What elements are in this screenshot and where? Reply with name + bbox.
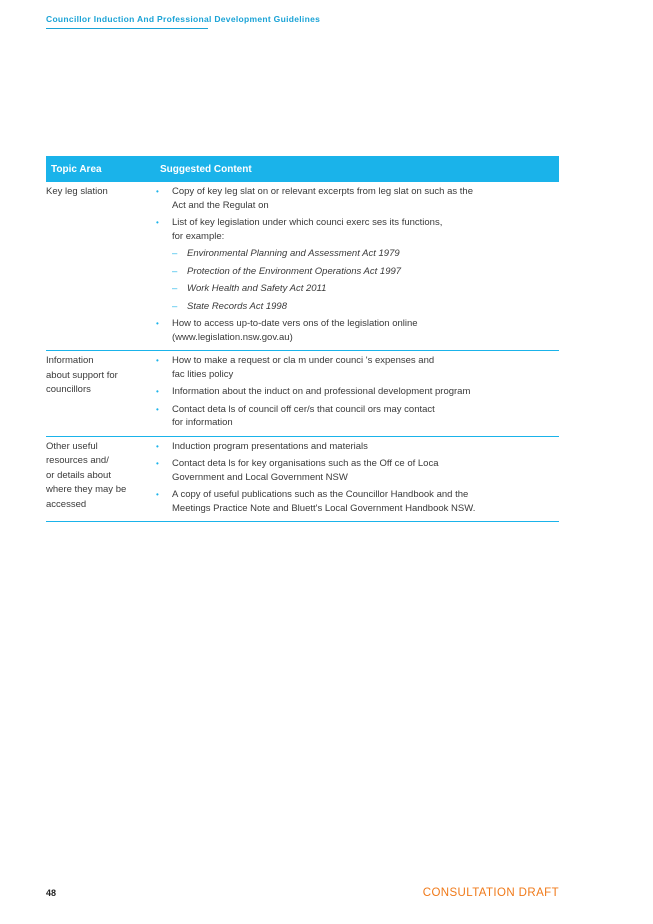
table-header xyxy=(46,156,559,182)
list-item: • Copy of key leg slat on or relevant excerpts from leg slat on such as the Act and the Regulat on xyxy=(156,185,559,212)
content-cell xyxy=(156,353,559,434)
list-item: • Induction program presentations and materials xyxy=(156,440,559,454)
list-item: • How to make a request or cla m under counci 's expenses and fac lities policy xyxy=(156,354,559,381)
content-cell xyxy=(156,184,559,348)
sub-list-item: – Environmental Planning and Assessment Act 1979 xyxy=(156,247,559,261)
table-row xyxy=(46,351,559,437)
table-row xyxy=(46,437,559,523)
list-item: • How to access up-to-date vers ons of the legislation online (www.legislation.nsw.gov.au) xyxy=(156,317,559,344)
topic-cell: Key leg slation xyxy=(46,186,108,197)
sub-list-item: – Protection of the Environment Operations Act 1997 xyxy=(156,265,559,279)
topic-cell: Information about support for councillors xyxy=(46,355,118,395)
consultation-draft-label: CONSULTATION DRAFT xyxy=(422,887,559,899)
list-item: • Contact deta ls of council off cer/s that council ors may contact for information xyxy=(156,403,559,430)
sub-list-item: – Work Health and Safety Act 2011 xyxy=(156,282,559,296)
column-header-content: Suggested Content xyxy=(160,163,252,175)
list-item: • List of key legislation under which counci exerc ses its functions, for example: xyxy=(156,216,559,243)
list-item: • Contact deta ls for key organisations such as the Off ce of Loca Government and Local Government NSW xyxy=(156,457,559,484)
content-table xyxy=(46,156,559,522)
topic-cell: Other useful resources and/ or details about where they may be accessed xyxy=(46,440,127,510)
running-header: Councillor Induction And Professional Development Guidelines xyxy=(46,14,321,24)
content-cell xyxy=(156,439,559,520)
page-number: 48 xyxy=(46,888,57,898)
list-item: • Information about the induct on and professional development program xyxy=(156,385,559,399)
table-row xyxy=(46,182,559,351)
sub-list-item: – State Records Act 1998 xyxy=(156,300,559,314)
column-header-topic: Topic Area xyxy=(51,163,102,175)
header-rule xyxy=(46,28,208,29)
list-item: • A copy of useful publications such as the Councillor Handbook and the Meetings Practice Note and Bluett's Local Government Handbook NSW. xyxy=(156,488,559,515)
